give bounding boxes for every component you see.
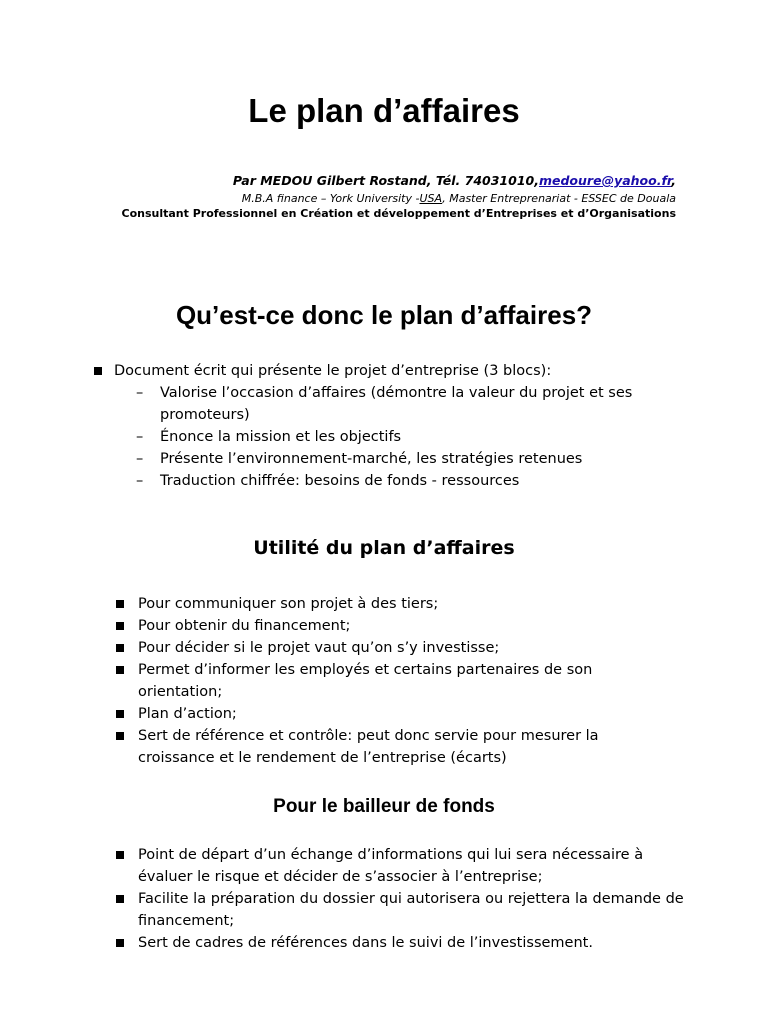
sublist-item-text: Traduction chiffrée: besoins de fonds - ressources xyxy=(160,473,520,489)
list-item-text: Permet d’informer les employés et certains partenaires de son orientation; xyxy=(138,662,593,700)
sublist-item xyxy=(114,382,692,426)
sublist-item xyxy=(114,426,692,448)
section1-sublist xyxy=(114,382,692,492)
sublist-item-text: Présente l’environnement-marché, les stratégies retenues xyxy=(160,451,583,467)
list-item-text: Plan d’action; xyxy=(138,706,237,722)
dash-bullet: – xyxy=(136,451,144,467)
section3-list xyxy=(115,844,685,954)
sublist-item-text: Valorise l’occasion d’affaires (démontre la valeur du projet et ses promoteurs) xyxy=(160,385,633,423)
list-item-text: Document écrit qui présente le projet d’entreprise (3 blocs): xyxy=(114,363,552,379)
list-item xyxy=(92,360,692,492)
dash-bullet: – xyxy=(136,385,144,401)
list-item xyxy=(115,888,685,932)
section1-list xyxy=(92,360,692,492)
square-bullet-icon xyxy=(116,732,124,740)
sublist-item xyxy=(114,448,692,470)
square-bullet-icon xyxy=(94,367,102,375)
list-item xyxy=(115,615,645,637)
author-line xyxy=(233,173,676,188)
square-bullet-icon xyxy=(116,939,124,947)
square-bullet-icon xyxy=(116,622,124,630)
list-item-text: Pour décider si le projet vaut qu’on s’y investisse; xyxy=(138,640,500,656)
square-bullet-icon xyxy=(116,710,124,718)
list-item xyxy=(115,844,685,888)
credentials-country: USA xyxy=(419,192,443,205)
square-bullet-icon xyxy=(116,666,124,674)
list-item xyxy=(115,659,645,703)
page-title: Le plan d’affaires xyxy=(248,92,520,129)
list-item xyxy=(115,932,685,954)
section2-heading: Utilité du plan d’affaires xyxy=(253,537,515,559)
list-item-text: Pour obtenir du financement; xyxy=(138,618,351,634)
square-bullet-icon xyxy=(116,644,124,652)
list-item-text: Sert de référence et contrôle: peut donc servie pour mesurer la croissance et le rendement de l’entreprise (écarts) xyxy=(138,728,599,766)
author-suffix: , xyxy=(671,173,676,188)
section2-list xyxy=(115,593,645,769)
square-bullet-icon xyxy=(116,895,124,903)
square-bullet-icon xyxy=(116,851,124,859)
author-credentials xyxy=(242,192,676,205)
list-item xyxy=(115,703,645,725)
sublist-item-text: Énonce la mission et les objectifs xyxy=(160,429,402,445)
credentials-part1: M.B.A finance – York University - xyxy=(241,192,420,205)
list-item-text: Sert de cadres de références dans le suivi de l’investissement. xyxy=(138,935,593,951)
square-bullet-icon xyxy=(116,600,124,608)
list-item xyxy=(115,725,645,769)
author-phone: , Tél. 74031010, xyxy=(426,173,539,188)
section1-heading: Qu’est-ce donc le plan d’affaires? xyxy=(175,300,593,330)
author-email-link[interactable]: medoure@yahoo.fr xyxy=(538,173,672,188)
dash-bullet: – xyxy=(136,473,144,489)
consultant-title: Consultant Professionnel en Création et développement d’Entreprises et d’Organisations xyxy=(121,207,676,220)
section3-heading: Pour le bailleur de fonds xyxy=(273,796,495,817)
author-name: Par MEDOU Gilbert Rostand xyxy=(232,173,427,188)
dash-bullet: – xyxy=(136,429,144,445)
sublist-item xyxy=(114,470,692,492)
credentials-part2: , Master Entreprenariat - ESSEC de Douala xyxy=(442,192,676,205)
list-item-text: Facilite la préparation du dossier qui autorisera ou rejettera la demande de financement; xyxy=(138,891,684,929)
list-item-text: Pour communiquer son projet à des tiers; xyxy=(138,596,439,612)
list-item xyxy=(115,593,645,615)
list-item xyxy=(115,637,645,659)
list-item-text: Point de départ d’un échange d’informations qui lui sera nécessaire à évaluer le risque et décider de s’associer à l’entreprise; xyxy=(138,847,644,885)
